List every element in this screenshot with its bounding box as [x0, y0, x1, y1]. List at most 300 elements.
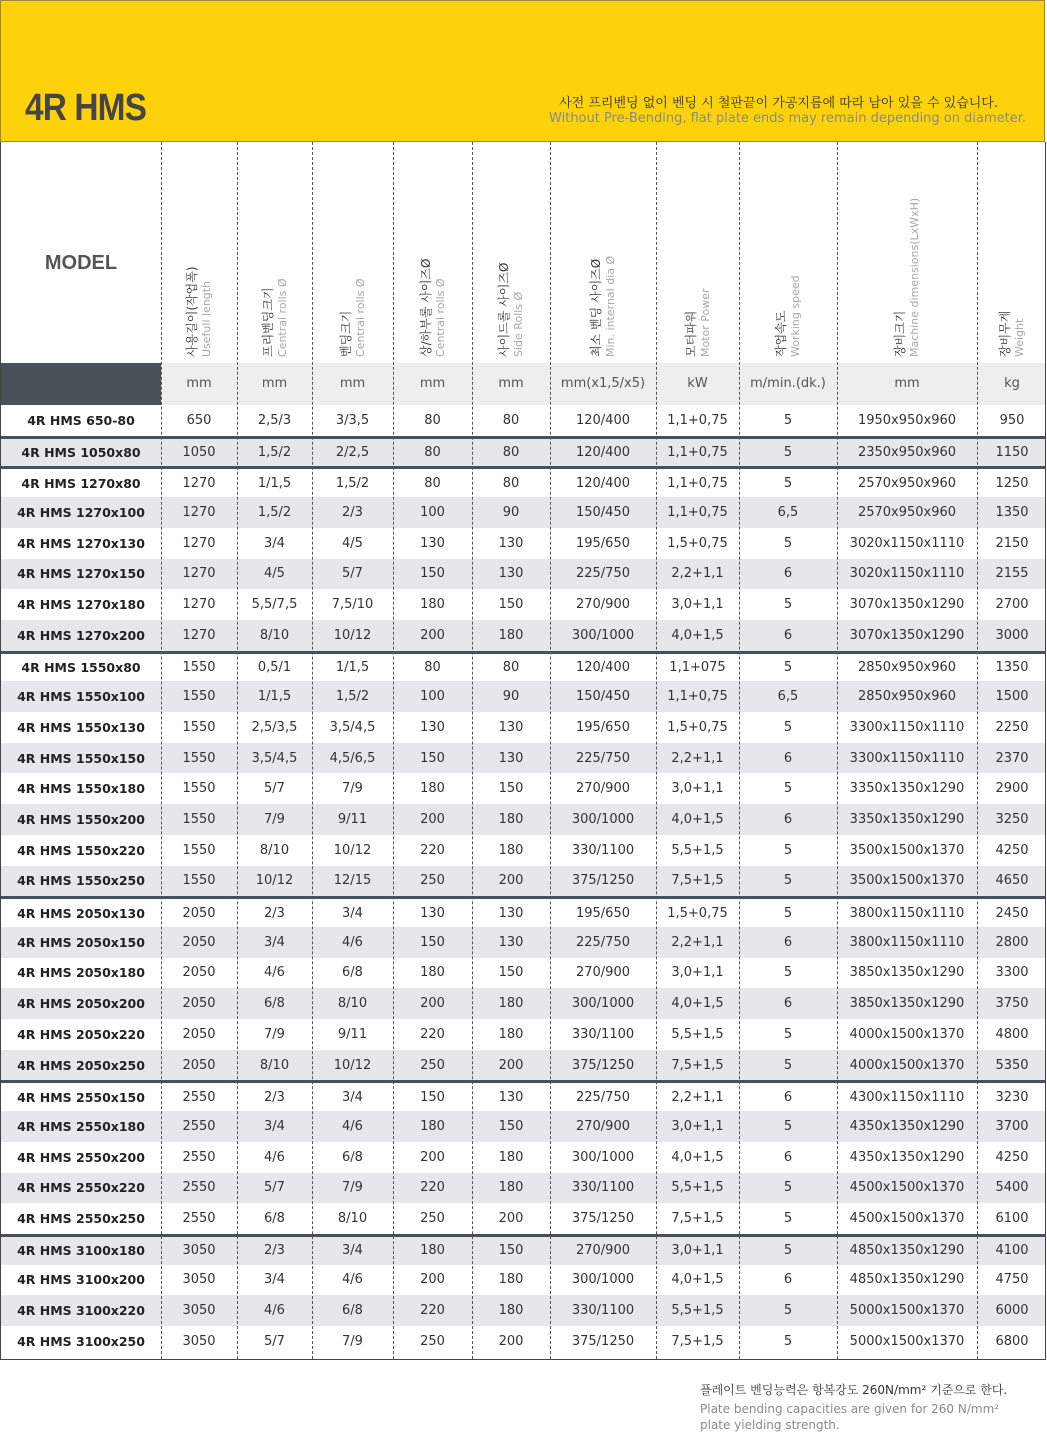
- column-header-korean: 벤딩크기: [338, 310, 353, 357]
- value-cell: 180: [498, 1149, 524, 1165]
- value-cell: 7/9: [264, 811, 285, 827]
- value-cell: 2,5/3,5: [251, 719, 298, 735]
- value-cell: 7,5/10: [331, 597, 374, 613]
- value-cell: 5: [783, 905, 793, 921]
- value-cell: 4/6: [264, 1149, 285, 1165]
- value-cell: 7,5+1,5: [671, 1057, 724, 1073]
- value-cell: 4850x1350x1290: [849, 1272, 965, 1288]
- value-cell: 1,5+0,75: [667, 719, 728, 735]
- value-cell: 8/10: [259, 842, 290, 858]
- column-header-korean: 장비크기: [893, 310, 907, 357]
- value-cell: 6800: [995, 1333, 1029, 1349]
- value-cell: 3,0+1,1: [671, 781, 724, 797]
- value-cell: 6: [783, 1149, 793, 1165]
- column-header: [977, 142, 1047, 363]
- column-header-english: Central rolls Ø: [353, 278, 367, 357]
- model-cell: 4R HMS 1550x130: [17, 719, 145, 735]
- value-cell: 3850x1350x1290: [849, 996, 965, 1012]
- value-cell: 1270: [182, 597, 216, 613]
- table-row: [1, 1173, 1045, 1204]
- column-divider: [656, 142, 657, 1359]
- value-cell: 6/8: [342, 1149, 363, 1165]
- value-cell: 250: [420, 873, 445, 889]
- value-cell: 4,0+1,5: [671, 811, 724, 827]
- value-cell: 3050: [182, 1272, 216, 1288]
- value-cell: 1270: [182, 535, 216, 551]
- value-cell: 3000: [995, 627, 1029, 643]
- table-row: [1, 1019, 1045, 1050]
- column-header: [312, 142, 393, 363]
- value-cell: 2/3: [264, 1243, 285, 1259]
- value-cell: 300/1000: [571, 627, 635, 643]
- value-cell: 5400: [995, 1180, 1029, 1196]
- model-cell: 4R HMS 1270x180: [17, 597, 145, 613]
- value-cell: 1350: [995, 659, 1029, 675]
- value-cell: 6: [783, 996, 793, 1012]
- value-cell: 5: [783, 1211, 793, 1227]
- value-cell: 130: [498, 1089, 524, 1105]
- value-cell: 5: [783, 1026, 793, 1042]
- column-header-english: Motor Power: [698, 288, 712, 357]
- value-cell: 300/1000: [571, 1149, 635, 1165]
- value-cell: 2,2+1,1: [671, 934, 724, 950]
- value-cell: 3,5/4,5: [251, 750, 298, 766]
- value-cell: 3,0+1,1: [671, 965, 724, 981]
- value-cell: 5: [783, 842, 793, 858]
- model-cell: 4R HMS 1270x150: [17, 566, 145, 582]
- value-cell: 195/650: [575, 535, 630, 551]
- value-cell: 4/5: [264, 566, 285, 582]
- value-cell: 2,2+1,1: [671, 566, 724, 582]
- value-cell: 12/15: [333, 873, 372, 889]
- model-cell: 4R HMS 2050x200: [17, 996, 145, 1012]
- value-cell: 100: [420, 689, 445, 705]
- column-header: [393, 142, 472, 363]
- value-cell: 3070x1350x1290: [849, 627, 965, 643]
- value-cell: 4/6: [264, 1303, 285, 1319]
- value-cell: 195/650: [575, 719, 630, 735]
- value-cell: 5000x1500x1370: [849, 1303, 965, 1319]
- value-cell: 120/400: [575, 659, 630, 675]
- value-cell: 5,5+1,5: [671, 842, 724, 858]
- table-row: [1, 1111, 1045, 1142]
- table-row: [1, 651, 1045, 682]
- column-divider: [837, 142, 838, 1359]
- value-cell: 3500x1500x1370: [849, 873, 965, 889]
- value-cell: 6/8: [264, 1211, 285, 1227]
- value-cell: 1,5/2: [257, 445, 292, 461]
- value-cell: 6,5: [777, 504, 799, 520]
- column-header: [161, 142, 237, 363]
- value-cell: 1550: [182, 873, 216, 889]
- value-cell: 5: [783, 1180, 793, 1196]
- value-cell: 180: [420, 781, 445, 797]
- value-cell: 2570x950x960: [857, 475, 957, 491]
- value-cell: 130: [498, 719, 524, 735]
- model-cell: 4R HMS 2050x180: [17, 965, 145, 981]
- value-cell: 3300x1150x1110: [849, 750, 965, 766]
- model-cell: 4R HMS 3100x220: [17, 1303, 145, 1319]
- value-cell: 4800: [995, 1026, 1029, 1042]
- table-row: [1, 589, 1045, 620]
- value-cell: 375/1250: [571, 1057, 635, 1073]
- value-cell: 5/7: [264, 1333, 285, 1349]
- model-cell: 4R HMS 1270x200: [17, 627, 145, 643]
- value-cell: 270/900: [575, 597, 630, 613]
- unit-cell: mm: [894, 376, 920, 391]
- value-cell: 6/8: [342, 1303, 363, 1319]
- value-cell: 950: [999, 412, 1025, 428]
- value-cell: 225/750: [575, 1089, 630, 1105]
- value-cell: 3,5/4,5: [329, 719, 376, 735]
- value-cell: 375/1250: [571, 1333, 635, 1349]
- unit-cell: mm: [261, 376, 288, 391]
- value-cell: 150: [420, 750, 445, 766]
- value-cell: 180: [498, 842, 524, 858]
- value-cell: 130: [498, 905, 524, 921]
- value-cell: 1550: [182, 689, 216, 705]
- column-header-english: Min. internal dia Ø: [604, 255, 617, 357]
- value-cell: 2/3: [264, 1089, 285, 1105]
- column-header-english: Central rolls Ø: [433, 278, 447, 357]
- value-cell: 2050: [182, 965, 216, 981]
- value-cell: 1550: [182, 719, 216, 735]
- value-cell: 6100: [995, 1211, 1029, 1227]
- value-cell: 4,5/6,5: [329, 750, 376, 766]
- value-cell: 4850x1350x1290: [849, 1243, 965, 1259]
- value-cell: 2350x950x960: [857, 445, 957, 461]
- table-row: [1, 958, 1045, 989]
- model-cell: 4R HMS 3100x180: [17, 1243, 145, 1259]
- value-cell: 200: [420, 811, 445, 827]
- value-cell: 1,5+0,75: [667, 535, 728, 551]
- value-cell: 120/400: [575, 412, 630, 428]
- value-cell: 2550: [182, 1118, 216, 1134]
- value-cell: 1/1,5: [257, 689, 292, 705]
- value-cell: 2,2+1,1: [671, 750, 724, 766]
- footer-note-korean: 플레이트 벤딩능력은 항복강도 260N/mm² 기준으로 한다.: [700, 1383, 1008, 1397]
- model-cell: 4R HMS 650-80: [27, 412, 135, 428]
- value-cell: 150: [420, 1089, 445, 1105]
- value-cell: 5/7: [264, 1180, 285, 1196]
- value-cell: 200: [420, 1149, 445, 1165]
- value-cell: 80: [502, 412, 520, 428]
- column-header-english: Usefull length: [200, 280, 213, 357]
- value-cell: 200: [420, 627, 445, 643]
- value-cell: 150: [420, 566, 445, 582]
- value-cell: 1,5/2: [335, 475, 370, 491]
- value-cell: 2050: [182, 934, 216, 950]
- value-cell: 1,1+0,75: [667, 504, 728, 520]
- value-cell: 6: [783, 566, 793, 582]
- value-cell: 4,0+1,5: [671, 1272, 724, 1288]
- value-cell: 9/11: [337, 1026, 368, 1042]
- column-divider: [393, 142, 394, 1359]
- value-cell: 3,0+1,1: [671, 597, 724, 613]
- value-cell: 2/2,5: [335, 445, 370, 461]
- value-cell: 7,5+1,5: [671, 1333, 724, 1349]
- column-header-korean: 프리벤딩크기: [260, 287, 275, 357]
- value-cell: 2900: [995, 781, 1029, 797]
- value-cell: 180: [420, 1243, 445, 1259]
- value-cell: 5: [783, 965, 793, 981]
- value-cell: 5: [783, 1333, 793, 1349]
- table-row: [1, 1142, 1045, 1173]
- value-cell: 3/4: [342, 1089, 363, 1105]
- model-cell: 4R HMS 1550x80: [21, 659, 141, 675]
- value-cell: 7/9: [342, 1333, 363, 1349]
- value-cell: 4300x1150x1110: [849, 1089, 965, 1105]
- value-cell: 10/12: [255, 873, 294, 889]
- value-cell: 6,5: [777, 689, 799, 705]
- value-cell: 6/8: [264, 996, 285, 1012]
- value-cell: 5000x1500x1370: [849, 1333, 965, 1349]
- value-cell: 5: [783, 1118, 793, 1134]
- table-row: [1, 1295, 1045, 1326]
- value-cell: 8/10: [337, 1211, 368, 1227]
- value-cell: 2550: [182, 1211, 216, 1227]
- value-cell: 3300: [995, 965, 1029, 981]
- value-cell: 2250: [995, 719, 1029, 735]
- value-cell: 180: [420, 1118, 445, 1134]
- value-cell: 150: [420, 934, 445, 950]
- spec-table: [0, 142, 1046, 1360]
- column-header-korean: 최소 벤딩 사이즈Ø: [589, 258, 603, 357]
- value-cell: 2155: [995, 566, 1029, 582]
- model-cell: 4R HMS 2550x250: [17, 1211, 145, 1227]
- table-row: [1, 743, 1045, 774]
- column-header-korean: 장비무게: [998, 310, 1012, 357]
- value-cell: 130: [498, 535, 524, 551]
- value-cell: 1270: [182, 504, 216, 520]
- value-cell: 1/1,5: [257, 475, 292, 491]
- value-cell: 225/750: [575, 934, 630, 950]
- value-cell: 1270: [182, 627, 216, 643]
- model-cell: 4R HMS 1550x180: [17, 781, 145, 797]
- value-cell: 300/1000: [571, 1272, 635, 1288]
- value-cell: 3020x1150x1110: [849, 535, 965, 551]
- value-cell: 130: [420, 535, 445, 551]
- value-cell: 130: [498, 750, 524, 766]
- model-cell: 4R HMS 2550x200: [17, 1149, 145, 1165]
- value-cell: 6: [783, 1089, 793, 1105]
- value-cell: 330/1100: [571, 1180, 635, 1196]
- value-cell: 1500: [995, 689, 1029, 705]
- value-cell: 200: [420, 1272, 445, 1288]
- banner-note-korean: 사전 프리벤딩 없이 벤딩 시 철판끝이 가공지름에 따라 남아 있을 수 있습니다.: [559, 96, 998, 111]
- value-cell: 1,1+075: [669, 659, 726, 675]
- value-cell: 2550: [182, 1149, 216, 1165]
- column-header: [472, 142, 550, 363]
- table-row: [1, 835, 1045, 866]
- table-row: [1, 1203, 1045, 1234]
- footer-note-english: Plate bending capacities are given for 260 N/mm² plate yielding strength.: [700, 1402, 1000, 1432]
- column-divider: [161, 142, 162, 1359]
- value-cell: 330/1100: [571, 842, 635, 858]
- column-header: [739, 142, 837, 363]
- value-cell: 2570x950x960: [857, 504, 957, 520]
- table-row: [1, 1234, 1045, 1265]
- model-cell: 4R HMS 1550x100: [17, 689, 145, 705]
- value-cell: 270/900: [575, 965, 630, 981]
- table-row: [1, 1265, 1045, 1296]
- value-cell: 3,0+1,1: [671, 1118, 724, 1134]
- header-banner: [0, 0, 1045, 142]
- value-cell: 4,0+1,5: [671, 996, 724, 1012]
- value-cell: 3/4: [264, 934, 285, 950]
- value-cell: 1,5+0,75: [667, 905, 728, 921]
- unit-cell: mm: [186, 376, 212, 391]
- model-cell: 4R HMS 2550x180: [17, 1118, 145, 1134]
- value-cell: 4350x1350x1290: [849, 1149, 965, 1165]
- value-cell: 3/4: [342, 905, 363, 921]
- value-cell: 8/10: [337, 996, 368, 1012]
- table-row: [1, 1080, 1045, 1111]
- value-cell: 1270: [182, 475, 216, 491]
- table-row: [1, 528, 1045, 559]
- column-header: [656, 142, 739, 363]
- value-cell: 5,5/7,5: [251, 597, 298, 613]
- value-cell: 2050: [182, 996, 216, 1012]
- table-row: [1, 405, 1045, 436]
- value-cell: 4500x1500x1370: [849, 1211, 965, 1227]
- value-cell: 3300x1150x1110: [849, 719, 965, 735]
- value-cell: 2050: [182, 905, 216, 921]
- value-cell: 80: [502, 445, 520, 461]
- value-cell: 5: [783, 535, 793, 551]
- model-cell: 4R HMS 2550x220: [17, 1180, 145, 1196]
- value-cell: 1/1,5: [335, 659, 370, 675]
- value-cell: 2,2+1,1: [671, 1089, 724, 1105]
- value-cell: 330/1100: [571, 1303, 635, 1319]
- value-cell: 1050: [182, 445, 216, 461]
- value-cell: 130: [420, 719, 445, 735]
- value-cell: 3/4: [264, 1118, 285, 1134]
- value-cell: 1550: [182, 659, 216, 675]
- value-cell: 2450: [995, 905, 1029, 921]
- model-header: MODEL: [44, 252, 118, 274]
- value-cell: 375/1250: [571, 1211, 635, 1227]
- value-cell: 80: [502, 475, 520, 491]
- value-cell: 80: [424, 659, 441, 675]
- value-cell: 150: [498, 781, 524, 797]
- value-cell: 270/900: [575, 781, 630, 797]
- unit-cell: kg: [1004, 376, 1020, 391]
- column-divider: [977, 142, 978, 1359]
- value-cell: 2/3: [342, 504, 363, 520]
- value-cell: 3800x1150x1110: [849, 934, 965, 950]
- column-header-english: Side Rolls Ø: [512, 291, 525, 357]
- value-cell: 80: [424, 445, 441, 461]
- value-cell: 1350: [995, 504, 1029, 520]
- value-cell: 3050: [182, 1333, 216, 1349]
- unit-cell: kW: [687, 376, 708, 391]
- value-cell: 220: [420, 1303, 445, 1319]
- value-cell: 300/1000: [571, 811, 635, 827]
- value-cell: 2050: [182, 1026, 216, 1042]
- value-cell: 225/750: [575, 566, 630, 582]
- table-row: [1, 466, 1045, 497]
- column-header: [237, 142, 312, 363]
- value-cell: 130: [420, 905, 445, 921]
- value-cell: 3050: [182, 1303, 216, 1319]
- brand-title: 4R HMS: [25, 87, 147, 129]
- value-cell: 90: [502, 689, 520, 705]
- value-cell: 2150: [995, 535, 1029, 551]
- value-cell: 5: [783, 475, 793, 491]
- value-cell: 200: [498, 873, 524, 889]
- value-cell: 3/4: [342, 1243, 363, 1259]
- banner-note-english: Without Pre-Bending, flat plate ends may remain depending on diameter.: [549, 111, 1026, 126]
- value-cell: 6000: [995, 1303, 1029, 1319]
- value-cell: 5: [783, 412, 793, 428]
- unit-cell: mm: [339, 376, 366, 391]
- column-header-english: Central rolls Ø: [275, 278, 289, 357]
- column-divider: [472, 142, 473, 1359]
- table-row: [1, 988, 1045, 1019]
- value-cell: 200: [498, 1333, 524, 1349]
- value-cell: 6/8: [342, 965, 363, 981]
- value-cell: 150: [498, 1243, 524, 1259]
- value-cell: 5: [783, 445, 793, 461]
- column-header: [837, 142, 977, 363]
- value-cell: 6: [783, 934, 793, 950]
- value-cell: 5: [783, 597, 793, 613]
- value-cell: 220: [420, 1026, 445, 1042]
- model-cell: 4R HMS 2050x150: [17, 934, 145, 950]
- value-cell: 220: [420, 1180, 445, 1196]
- value-cell: 10/12: [333, 1057, 372, 1073]
- value-cell: 4,0+1,5: [671, 1149, 724, 1165]
- value-cell: 5: [783, 659, 793, 675]
- column-header-korean: 사용길이(작업폭): [185, 266, 199, 357]
- value-cell: 90: [502, 504, 520, 520]
- value-cell: 200: [420, 996, 445, 1012]
- value-cell: 2550: [182, 1089, 216, 1105]
- value-cell: 80: [502, 659, 520, 675]
- value-cell: 3800x1150x1110: [849, 905, 965, 921]
- value-cell: 7,5+1,5: [671, 1211, 724, 1227]
- value-cell: 3750: [995, 996, 1029, 1012]
- value-cell: 3700: [995, 1118, 1029, 1134]
- value-cell: 4,0+1,5: [671, 627, 724, 643]
- value-cell: 195/650: [575, 905, 630, 921]
- value-cell: 10/12: [333, 627, 372, 643]
- column-header: [550, 142, 656, 363]
- value-cell: 270/900: [575, 1243, 630, 1259]
- value-cell: 7/9: [342, 1180, 363, 1196]
- column-divider: [739, 142, 740, 1359]
- value-cell: 1,1+0,75: [667, 689, 728, 705]
- value-cell: 3850x1350x1290: [849, 965, 965, 981]
- value-cell: 1,1+0,75: [667, 445, 728, 461]
- value-cell: 180: [498, 1303, 524, 1319]
- value-cell: 270/900: [575, 1118, 630, 1134]
- column-header-korean: 작업속도: [774, 310, 788, 357]
- value-cell: 4350x1350x1290: [849, 1118, 965, 1134]
- table-header: [1, 142, 1045, 363]
- value-cell: 5/7: [342, 566, 363, 582]
- value-cell: 6: [783, 1272, 793, 1288]
- value-cell: 9/11: [337, 811, 368, 827]
- value-cell: 180: [498, 811, 524, 827]
- value-cell: 120/400: [575, 475, 630, 491]
- value-cell: 5: [783, 1303, 793, 1319]
- table-row: [1, 1050, 1045, 1081]
- value-cell: 250: [420, 1333, 445, 1349]
- value-cell: 1250: [995, 475, 1029, 491]
- value-cell: 2550: [182, 1180, 216, 1196]
